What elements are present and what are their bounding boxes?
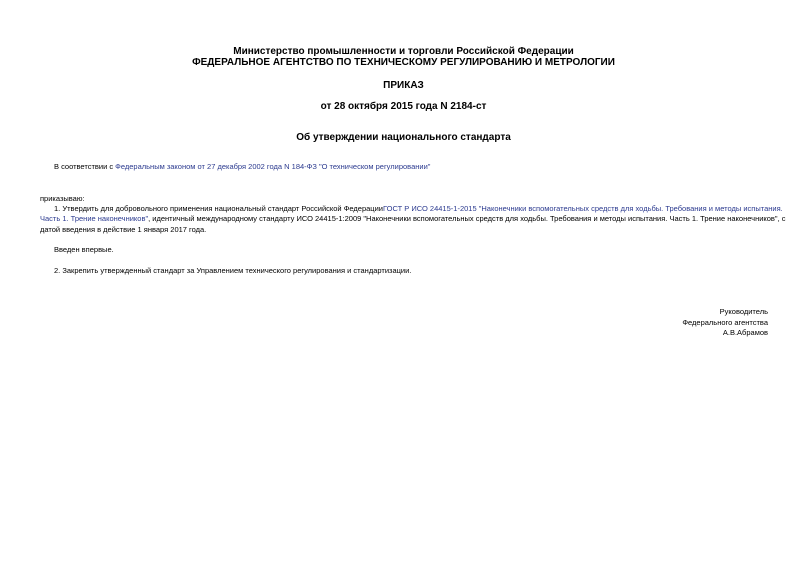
document-subject: Об утверждении национального стандарта <box>296 132 511 143</box>
signature-position: Руководитель <box>719 307 768 316</box>
basis-prefix: В соответствии с <box>54 162 116 171</box>
item2-paragraph: 2. Закрепить утвержденный стандарт за Управлением технического регулирования и стандартизации. <box>54 266 412 275</box>
gost-link-part1[interactable]: ГОСТ Р ИСО 24415-1-2015 "Наконечники вспомогательных средств для ходьбы. Требования и методы испытания. <box>382 204 783 213</box>
agency-name: ФЕДЕРАЛЬНОЕ АГЕНТСТВО ПО ТЕХНИЧЕСКОМУ РЕГУЛИРОВАНИЮ И МЕТРОЛОГИИ <box>192 57 615 68</box>
item1-line2 <box>40 213 786 224</box>
item1-line3: датой введения в действие 1 января 2017 года. <box>40 225 207 234</box>
decree-line: приказываю: <box>40 194 85 203</box>
basis-paragraph <box>54 161 430 172</box>
signature-name: А.В.Абрамов <box>722 328 768 337</box>
item1-prefix: 1. Утвердить для добровольного применения национальный стандарт Российской Федерации <box>54 204 383 213</box>
item1-suffix: , идентичный международному стандарту ИСО 24415-1:2009 "Наконечники вспомогательных средств для ходьбы. Требования и методы испытания. Часть 1. Трение наконечников", с <box>148 214 786 223</box>
intro-note: Введен впервые. <box>54 245 114 254</box>
document-date-number: от 28 октября 2015 года N 2184-ст <box>320 101 487 112</box>
federal-law-link[interactable]: Федеральным законом от 27 декабря 2002 года N 184-ФЗ "О техническом регулировании" <box>115 162 431 171</box>
gost-link-part2[interactable]: Часть 1. Трение наконечников" <box>40 214 149 223</box>
document-type: ПРИКАЗ <box>383 80 424 91</box>
ministry-name: Министерство промышленности и торговли Российской Федерации <box>233 46 574 57</box>
signature-organization: Федерального агентства <box>682 318 768 327</box>
